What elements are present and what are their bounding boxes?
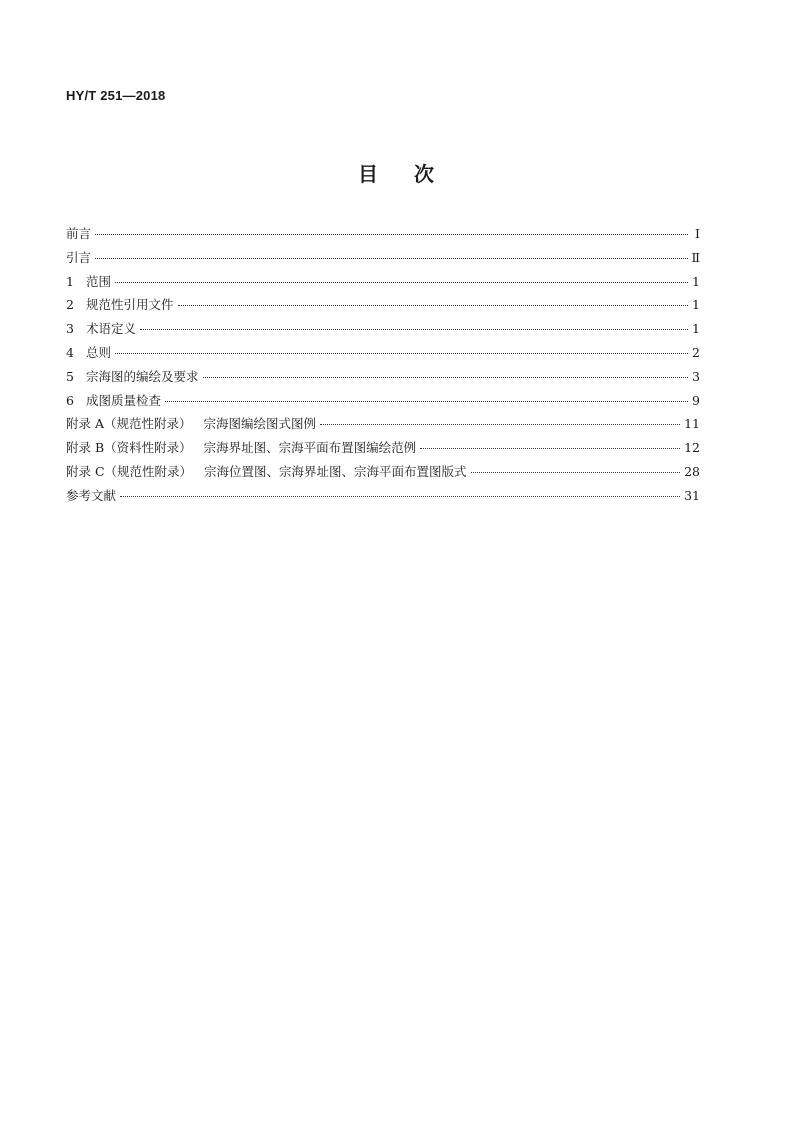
toc-entry-normative-references[interactable] (66, 295, 700, 319)
toc-entry-introduction[interactable] (66, 248, 700, 272)
toc-entry-quality-inspection[interactable] (66, 391, 700, 415)
toc-dot-leader (178, 305, 688, 306)
toc-page-number: 9 (692, 392, 700, 408)
toc-page-number: 11 (684, 416, 700, 432)
toc-dot-leader (120, 496, 680, 497)
toc-entry-terms-definitions[interactable] (66, 319, 700, 343)
toc-page-number: 1 (692, 321, 700, 337)
toc-section-number: 4 (66, 344, 74, 360)
toc-entry-label: 附录 B（资料性附录） (66, 440, 192, 456)
document-code: HY/T 251—2018 (66, 88, 166, 103)
toc-entry-annex-c[interactable] (66, 462, 700, 486)
toc-entry-annex-a[interactable] (66, 414, 700, 438)
toc-section-number: 1 (66, 273, 74, 289)
toc-page-number: Ⅰ (695, 226, 700, 241)
toc-dot-leader (420, 448, 680, 449)
toc-entry-label: 宗海图的编绘及要求 (86, 368, 199, 384)
toc-section-number: 2 (66, 297, 74, 313)
toc-entry-label: 前言 (66, 226, 92, 241)
toc-dot-leader (140, 329, 688, 330)
toc-page-number: 12 (684, 440, 700, 456)
toc-entry-subtitle: 宗海图编绘图式图例 (203, 416, 317, 432)
toc-entry-label: 范围 (86, 273, 112, 289)
toc-entry-foreword[interactable] (66, 224, 700, 248)
toc-dot-leader (115, 282, 688, 283)
toc-entry-label: 成图质量检查 (86, 392, 162, 408)
toc-section-number: 3 (66, 321, 74, 337)
toc-page-number: 28 (684, 463, 700, 479)
toc-dot-leader (95, 258, 687, 259)
toc-section-number: 6 (66, 392, 74, 408)
toc-dot-leader (95, 234, 688, 235)
toc-entry-label: 规范性引用文件 (86, 297, 174, 313)
toc-entry-general[interactable] (66, 343, 700, 367)
toc-dot-leader (165, 401, 688, 402)
toc-entry-label: 术语定义 (86, 321, 137, 337)
toc-entry-subtitle: 宗海界址图、宗海平面布置图编绘范例 (203, 440, 417, 456)
toc-page-number: 31 (684, 487, 700, 503)
toc-dot-leader (203, 377, 688, 378)
toc-entry-annex-b[interactable] (66, 438, 700, 462)
toc-dot-leader (471, 472, 681, 473)
page-title: 目次 (358, 162, 470, 186)
toc-entry-scope[interactable] (66, 272, 700, 296)
toc-page-number: 3 (692, 368, 700, 384)
toc-entry-bibliography[interactable] (66, 486, 700, 510)
toc-entry-label: 参考文献 (66, 487, 117, 503)
toc-section-number: 5 (66, 368, 74, 384)
toc-page-number: Ⅱ (691, 249, 700, 265)
toc-entry-label: 总则 (86, 344, 112, 360)
toc-entry-label: 附录 A（规范性附录） (66, 416, 192, 432)
toc-entry-compilation-requirements[interactable] (66, 367, 700, 391)
toc-entry-subtitle: 宗海位置图、宗海界址图、宗海平面布置图版式 (204, 463, 467, 479)
toc-dot-leader (115, 353, 688, 354)
toc-entry-label: 附录 C（规范性附录） (66, 463, 193, 479)
table-of-contents (66, 224, 700, 510)
toc-page-number: 1 (692, 273, 700, 289)
toc-entry-label: 引言 (66, 249, 92, 265)
toc-dot-leader (320, 424, 680, 425)
toc-page-number: 1 (692, 297, 700, 313)
toc-page-number: 2 (692, 344, 700, 360)
